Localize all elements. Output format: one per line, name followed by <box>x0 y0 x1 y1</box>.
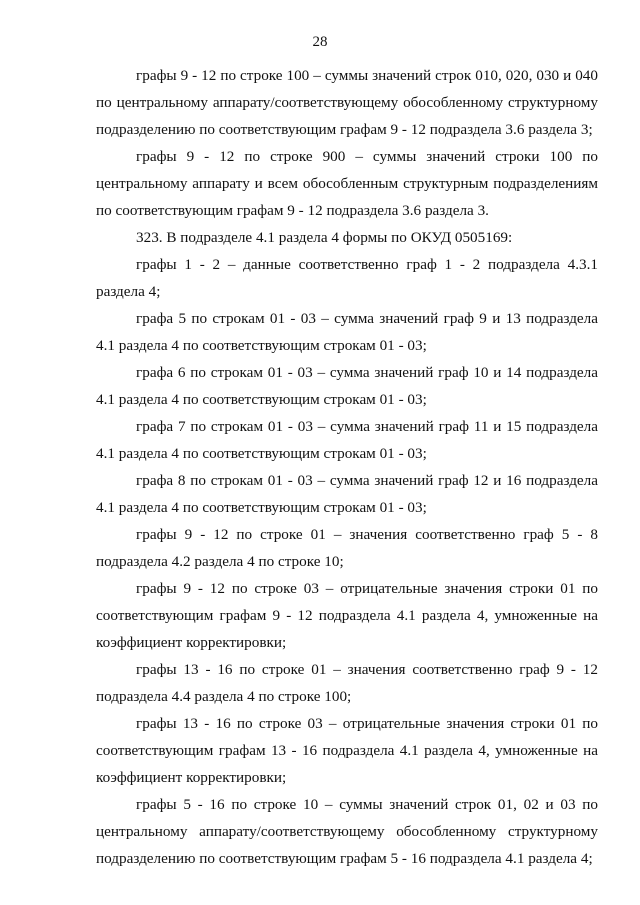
paragraph: графа 7 по строкам 01 - 03 – сумма значений граф 11 и 15 подраздела 4.1 раздела 4 по соответствующим строкам 01 - 03; <box>96 418 598 462</box>
paragraph: графы 9 - 12 по строке 01 – значения соответственно граф 5 - 8 подраздела 4.2 раздела 4 по строке 10; <box>96 526 598 570</box>
paragraph: графа 6 по строкам 01 - 03 – сумма значений граф 10 и 14 подраздела 4.1 раздела 4 по соответствующим строкам 01 - 03; <box>96 364 598 408</box>
paragraph: графы 9 - 12 по строке 100 – суммы значений строк 010, 020, 030 и 040 по центральному аппарату/соответствующему обособленному структурному подразделению по соответствующим графам 9 - 12 подраздела 3.6 раздела 3; <box>96 67 598 138</box>
paragraph: графы 1 - 2 – данные соответственно граф 1 - 2 подраздела 4.3.1 раздела 4; <box>96 256 598 300</box>
document-body <box>96 62 598 872</box>
paragraph: графа 8 по строкам 01 - 03 – сумма значений граф 12 и 16 подраздела 4.1 раздела 4 по соответствующим строкам 01 - 03; <box>96 472 598 516</box>
paragraph: графы 13 - 16 по строке 01 – значения соответственно граф 9 - 12 подраздела 4.4 раздела 4 по строке 100; <box>96 661 598 705</box>
page-number: 28 <box>312 34 328 50</box>
paragraph: графы 9 - 12 по строке 03 – отрицательные значения строки 01 по соответствующим графам 9 - 12 подраздела 4.1 раздела 4, умноженные на коэффициент корректировки; <box>96 580 598 651</box>
section-heading: 323. В подразделе 4.1 раздела 4 формы по ОКУД 0505169: <box>136 229 513 246</box>
paragraph: графы 13 - 16 по строке 03 – отрицательные значения строки 01 по соответствующим графам 13 - 16 подраздела 4.1 раздела 4, умноженные на коэффициент корректировки; <box>96 715 598 786</box>
paragraph: графы 5 - 16 по строке 10 – суммы значений строк 01, 02 и 03 по центральному аппарату/соответствующему обособленному структурному подразделению по соответствующим графам 5 - 16 подраздела 4.1 раздела 4; <box>96 796 598 867</box>
paragraph: графа 5 по строкам 01 - 03 – сумма значений граф 9 и 13 подраздела 4.1 раздела 4 по соответствующим строкам 01 - 03; <box>96 310 598 354</box>
paragraph: графы 9 - 12 по строке 900 – суммы значений строки 100 по центральному аппарату и всем обособленным структурным подразделениям по соответствующим графам 9 - 12 подраздела 3.6 раздела 3. <box>96 148 598 219</box>
